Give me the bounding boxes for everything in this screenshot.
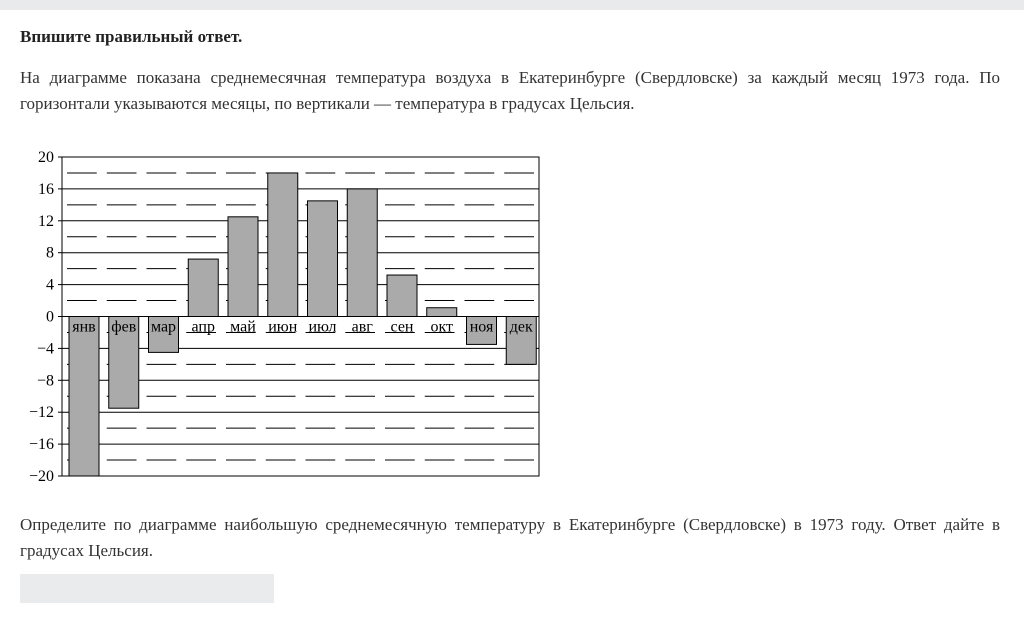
top-bar bbox=[0, 0, 1024, 10]
question-prompt: Определите по диаграмме наибольшую среднемесячную температуру в Екатеринбурге (Свердловске) в 1973 году. Ответ дайте в градусах Цельсия. bbox=[20, 515, 1000, 560]
bar-май bbox=[228, 217, 258, 317]
y-tick-label: −8 bbox=[36, 372, 54, 390]
bar-июл bbox=[308, 201, 338, 317]
y-tick-label: −16 bbox=[28, 436, 54, 454]
month-label-апр: апр bbox=[191, 318, 215, 336]
month-label-окт: окт bbox=[430, 318, 454, 336]
chart-bars bbox=[69, 173, 536, 476]
month-label-июн: июн bbox=[268, 318, 298, 336]
month-label-авг: авг bbox=[351, 318, 373, 336]
y-tick-label: 20 bbox=[38, 149, 54, 166]
bar-сен bbox=[387, 275, 417, 316]
y-tick-label: 4 bbox=[46, 276, 54, 294]
y-tick-label: −4 bbox=[36, 340, 54, 358]
y-tick-label: 0 bbox=[46, 308, 54, 326]
bar-авг bbox=[347, 189, 377, 317]
month-label-дек: дек bbox=[509, 318, 533, 336]
y-tick-label: −20 bbox=[28, 468, 54, 485]
y-tick-label: −12 bbox=[28, 404, 54, 422]
month-label-янв: янв bbox=[72, 318, 96, 336]
month-label-мар: мар bbox=[150, 318, 177, 336]
y-tick-label: 12 bbox=[38, 212, 54, 230]
bar-апр bbox=[188, 259, 218, 316]
month-label-сен: сен bbox=[390, 318, 414, 336]
question-text: На диаграмме показана среднемесячная температура воздуха в Екатеринбурге (Свердловске) за каждый месяц 1973 года. По горизонтали указываются месяцы, по вертикали — температура в градусах Цельсия. bbox=[20, 68, 1000, 113]
month-label-май: май bbox=[230, 318, 256, 336]
answer-input[interactable] bbox=[20, 574, 274, 603]
bar-июн bbox=[268, 173, 298, 317]
month-label-июл: июл bbox=[308, 318, 337, 336]
temperature-bar-chart bbox=[20, 145, 550, 490]
instruction-heading: Впишите правильный ответ. bbox=[20, 27, 243, 46]
month-label-фев: фев bbox=[111, 318, 137, 336]
bar-окт bbox=[427, 308, 457, 317]
bar-янв bbox=[69, 317, 99, 477]
y-tick-label: 16 bbox=[38, 180, 54, 198]
y-tick-label: 8 bbox=[46, 244, 54, 262]
month-label-ноя: ноя bbox=[469, 318, 494, 336]
